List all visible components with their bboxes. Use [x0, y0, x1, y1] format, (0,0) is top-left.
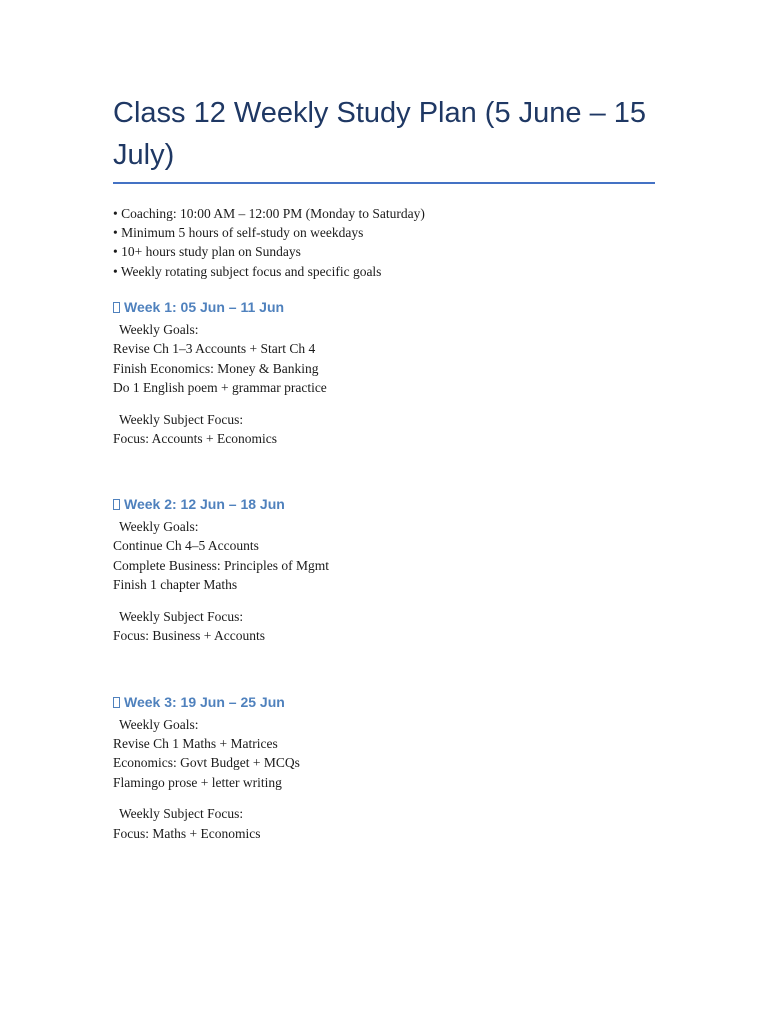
goals-label: Weekly Goals:: [119, 519, 199, 535]
week-heading: [113, 494, 658, 514]
goal-item: Revise Ch 1–3 Accounts + Start Ch 4: [113, 341, 316, 357]
focus-block: [113, 804, 658, 843]
focus-block: [113, 607, 658, 646]
focus-label: Weekly Subject Focus:: [119, 806, 244, 822]
document-page: [113, 92, 658, 843]
week-heading-text: Week 1: 05 Jun – 11 Jun: [124, 298, 285, 315]
intro-bullet: • Weekly rotating subject focus and specific goals: [113, 263, 382, 279]
goal-item: Flamingo prose + letter writing: [113, 774, 282, 790]
intro-bullet: • Coaching: 10:00 AM – 12:00 PM (Monday to Saturday): [113, 206, 425, 221]
week-heading-text: Week 3: 19 Jun – 25 Jun: [124, 693, 285, 710]
calendar-icon: [113, 697, 120, 708]
page-title: Class 12 Weekly Study Plan (5 June – 15 July): [113, 97, 647, 171]
goal-item: Complete Business: Principles of Mgmt: [113, 557, 329, 573]
goal-item: Revise Ch 1 Maths + Matrices: [113, 735, 278, 751]
week-heading: [113, 297, 658, 317]
goal-item: Do 1 English poem + grammar practice: [113, 380, 327, 396]
goal-item: Economics: Govt Budget + MCQs: [113, 755, 300, 771]
week-heading-text: Week 2: 12 Jun – 18 Jun: [124, 496, 285, 513]
goals-label: Weekly Goals:: [119, 321, 199, 337]
intro-bullet: • Minimum 5 hours of self-study on weekdays: [113, 225, 364, 241]
focus-text: Focus: Business + Accounts: [113, 628, 265, 644]
title-divider: [113, 182, 655, 184]
goal-item: Finish 1 chapter Maths: [113, 577, 238, 593]
goal-item: Finish Economics: Money & Banking: [113, 360, 319, 376]
focus-label: Weekly Subject Focus:: [119, 411, 244, 427]
focus-block: [113, 410, 658, 449]
focus-text: Focus: Accounts + Economics: [113, 430, 277, 446]
week-section-2: [113, 494, 658, 645]
intro-list: [113, 204, 658, 281]
week-section-1: [113, 297, 658, 448]
week-section-3: [113, 692, 658, 843]
goals-label: Weekly Goals:: [119, 716, 199, 732]
calendar-icon: [113, 499, 120, 510]
focus-label: Weekly Subject Focus:: [119, 608, 244, 624]
goal-item: Continue Ch 4–5 Accounts: [113, 538, 259, 554]
week-heading: [113, 692, 658, 712]
calendar-icon: [113, 302, 120, 313]
focus-text: Focus: Maths + Economics: [113, 825, 261, 841]
intro-bullet: • 10+ hours study plan on Sundays: [113, 244, 301, 260]
